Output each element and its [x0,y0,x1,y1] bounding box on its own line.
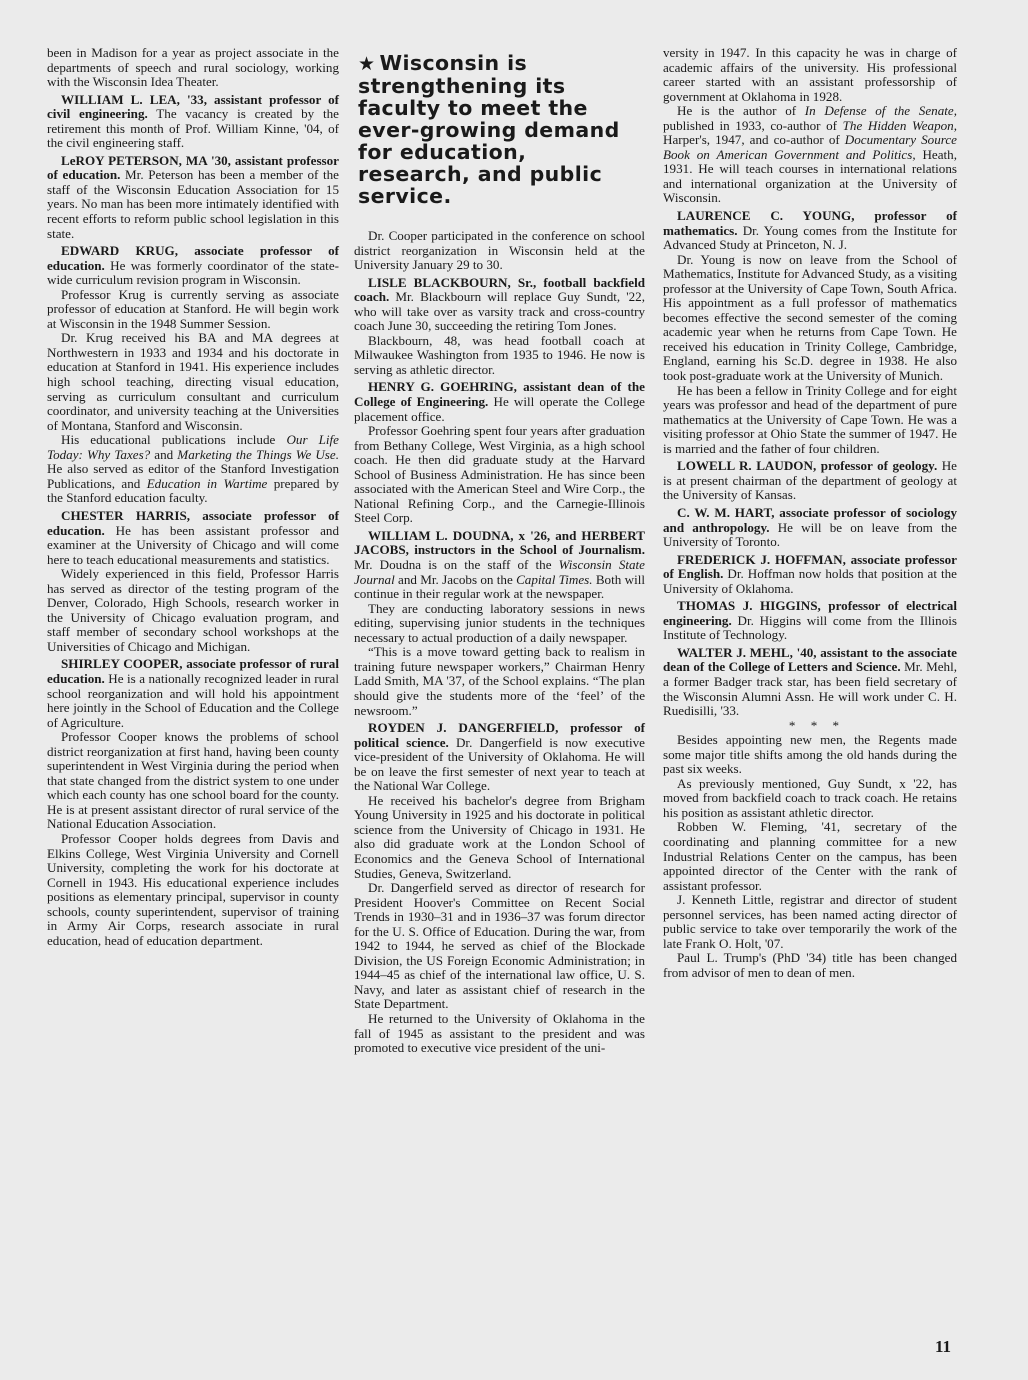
entry-text: Mr. Doudna is on the staff of the [354,557,559,573]
publication-title: Documentary Source Book on American Government and Politics, [663,132,957,162]
appointment-entry-harris [47,509,339,567]
text-run: He also served as editor of the Stanford Investigation Publications, and [47,461,339,491]
section-divider: * * * [788,717,846,733]
entry-heading: LAURENCE C. YOUNG, professor of mathematics. [663,208,957,238]
appointment-entry-higgins [663,599,957,643]
entry-heading: FREDERICK J. HOFFMAN, associate professor of English. [663,551,957,582]
newspaper-name: Wisconsin State Journal [354,557,645,587]
entry-heading: THOMAS J. HIGGINS, professor of electrical engineering. [663,598,957,628]
entry-heading: HENRY G. GOEHRING, assistant dean of the College of Engineering. [354,379,645,410]
entry-text: Mr. Blackbourn will replace Guy Sundt, '22, who will take over as varsity track and cross-country coach June 30, succeeding the retiring Tom Jones. [354,289,645,334]
appointment-entry-young [663,209,957,253]
entry-text: He is a nationally recognized leader in rural school reorganization and will hold his appointment here jointly in the School of Education and the College of Agriculture. [47,670,339,730]
paragraph: They are conducting laboratory sessions in news editing, supervising junior students in the techniques necessary to actual production of a daily newspaper. [354,600,645,645]
paragraph: been in Madison for a year as project associate in the departments of speech and rural sociology, working with the Wisconsin Idea Theater. [47,45,339,90]
appointment-entry-peterson [47,154,339,241]
entry-text: He will operate the College placement office. [354,394,645,424]
entry-heading: LeROY PETERSON, MA '30, assistant professor of education. [47,152,339,183]
paragraph: “This is a move toward getting back to realism in training future newspaper workers,” Chairman Henry Ladd Smith, MA '37, of the School explains. “The plan should give the students more of the ‘feel’ of the newsroom.” [354,644,645,718]
paragraph: Robben W. Fleming, '41, secretary of the coordinating and planning committee for a new Industrial Relations Center on the campus, has been appointed director of the Center with the rank of assistant professor. [663,819,957,893]
paragraph: As previously mentioned, Guy Sundt, x '22, has moved from backfield coach to track coach. He retains his position as assistant athletic director. [663,775,957,820]
appointment-entry-mehl [663,646,957,719]
paragraph: Dr. Dangerfield served as director of research for President Hoover's Committee on Recent Social Trends in 1930–31 and in 1936–37 was forum director for the U. S. Office of Education. During the war, from 1942 to 1944, he served as chief of the Blockade Division, the US Foreign Economic Administration; in 1944–45 as chief of the international law office, U. S. Navy, and later as assistant chief of research in the State Department. [354,880,645,1012]
paragraph: He received his bachelor's degree from Brigham Young University in 1925 and his doctorate in political science from the University of Chicago in 1931. He also did graduate work at the London School of Economics and the Geneva School of International Studies, Geneva, Switzerland. [354,792,645,881]
newspaper-name: Capital Times. [516,571,593,587]
appointment-entry-hart [663,506,957,550]
paragraph: Paul L. Trump's (PhD '34) title has been changed from advisor of men to dean of men. [663,950,957,980]
entry-text: Dr. Hoffman now holds that position at the University of Oklahoma. [663,566,957,596]
paragraph: Professor Cooper holds degrees from Davis and Elkins College, West Virginia University and Cornell University, completing the work for his doctorate at Cornell in 1943. His educational experience includes positions as elementary principal, supervisor in county schools, county superintendent, supervisor of training in Army Air Corps, research associate in rural education, head of education department. [47,830,339,948]
publication-title: Our Life Today: Why Taxes? [47,432,339,462]
paragraph [663,104,957,206]
entry-text: He is at present chairman of the department of geology at the University of Kansas. [663,458,957,503]
appointment-entry-blackbourn [354,276,645,334]
entry-text: Mr. Peterson has been a member of the staff of the Wisconsin Education Association for 15 years. No man has been more intimately identified with recent efforts to reform public school legislation in this state. [47,167,339,241]
entry-heading: EDWARD KRUG, associate professor of education. [47,243,339,273]
paragraph: Widely experienced in this field, Professor Harris has served as director of the testing program of the Denver, Colorado, High Schools, research worker in the University of Chicago evaluation program, and staff member of secondary school workshops at the Universities of Chicago and Michigan. [47,566,339,654]
entry-heading: WILLIAM L. DOUDNA, x '26, and HERBERT JACOBS, instructors in the School of Journalism. [354,527,645,558]
entry-text: He was formerly coordinator of the state-wide curriculum revision program in Wisconsin. [47,257,339,288]
entry-text: He will be on leave from the University of Toronto. [663,519,957,550]
appointment-entry-doudna-jacobs [354,529,645,602]
text-run: He is the author of [677,103,805,119]
appointment-entry-cooper [47,657,339,730]
left-column [47,46,339,948]
entry-text: Dr. Young comes from the Institute for Advanced Study at Princeton, N. J. [663,222,957,253]
entry-text: The vacancy is created by the retirement this month of Prof. William Kinne, '04, of the civil engineering staff. [47,106,339,151]
paragraph: He returned to the University of Oklahoma in the fall of 1945 as assistant to the president and was promoted to executive vice president of the uni- [354,1010,645,1056]
entry-text: Both will continue in their regular work at the newspaper. [354,571,645,602]
text-run: published in 1933, co-author of [663,117,843,133]
text-run: Harper's, 1947, and co-author of [663,132,845,148]
paragraph: Besides appointing new men, the Regents made some major title shifts among the old hands during the past six weeks. [663,732,957,777]
appointment-entry-dangerfield [354,721,645,794]
entry-heading: SHIRLEY COOPER, associate professor of rural education. [47,656,339,686]
entry-text: He has been assistant professor and examiner at the University of Chicago and will come here to teach educational measurements and statistics. [47,522,339,567]
appointment-entry-lea [47,93,339,151]
text-run: prepared by the Stanford education faculty. [47,475,339,506]
entry-text: Dr. Higgins will come from the Illinois Institute of Technology. [663,612,957,643]
text-run: His educational publications include [61,432,287,448]
entry-heading: WALTER J. MEHL, '40, assistant to the associate dean of the College of Letters and Science. [663,644,957,675]
publication-title: Education in Wartime [146,475,268,491]
appointment-entry-krug [47,244,339,288]
paragraph: Dr. Cooper participated in the conference on school district reorganization in Wisconsin held at the University January 29 to 30. [354,228,645,273]
appointment-entry-goehring [354,380,645,424]
paragraph [47,433,339,506]
entry-text: Mr. Mehl, a former Badger track star, has been field secretary of the Wisconsin Alumni Assn. He will work under C. H. Ruedisilli, '33. [663,659,957,719]
paragraph: Professor Cooper knows the problems of school district reorganization at first hand, having been county superintendent in West Virginia during the period when that state changed from the district system to one under which each county has one school board for the county. He is at present assistant director of rural service of the National Education Association. [47,729,339,832]
entry-heading: CHESTER HARRIS, associate professor of education. [47,507,339,538]
paragraph: Dr. Krug received his BA and MA degrees at Northwestern in 1933 and 1934 and his doctorate in education at Stanford in 1941. His experience includes high school teaching, directing visual education, serving as curriculum consultant and curriculum coordinator, and university teaching at the Universities of Montana, Stanford and Wisconsin. [47,330,339,433]
appointment-entry-hoffman [663,553,957,597]
text-run: and [150,446,178,462]
appointment-entry-laudon [663,459,957,503]
paragraph: Professor Krug is currently serving as associate professor of education at Stanford. He will begin work at Wisconsin in the 1948 Summer Session. [47,286,339,331]
paragraph: J. Kenneth Little, registrar and director of student personnel services, has been named acting director of public service to take over temporarily the work of the late Frank O. Holt, '07. [663,892,957,951]
pull-quote-text: Wisconsin is strengthening its faculty to meet the ever-growing demand for education, research, and public service. [358,51,620,208]
middle-column [354,46,645,1056]
publication-title: Marketing the Things We Use. [177,446,339,462]
entry-heading: LISLE BLACKBOURN, Sr., football backfield coach. [354,274,645,305]
paragraph: Professor Goehring spent four years after graduation from Bethany College, West Virginia, as a high school coach. He then did graduate study at the Harvard School of Business Administration. He has since been associated with the American Steel and Wire Corp., the National Refining Corp., and the Carnegie-Illinois Steel Corp. [354,423,645,526]
entry-heading: WILLIAM L. LEA, '33, assistant professor of civil engineering. [47,91,339,122]
entry-heading: C. W. M. HART, associate professor of sociology and anthropology. [663,504,957,535]
entry-heading: LOWELL R. LAUDON, professor of geology. [677,458,938,474]
paragraph: Blackbourn, 48, was head football coach at Milwaukee Washington from 1935 to 1946. He now is serving as athletic director. [354,332,645,377]
paragraph: Dr. Young is now on leave from the School of Mathematics, Institute for Advanced Study, as a visiting professor at the University of Cape Town, South Africa. His appointment as a full professor of mathematics becomes effective the second semester of the coming academic year when he returns from Cape Town. He received his education in Trinity College, Cambridge, England, earning his Sc.D. degree in 1938. He also took post-graduate work at the University of Munich. [663,251,957,384]
entry-heading: ROYDEN J. DANGERFIELD, professor of political science. [354,720,645,750]
paragraph: He has been a fellow in Trinity College and for eight years was professor and head of the department of pure mathematics at the University of Cape Town. He was a visiting professor at Ohio State the summer of 1947. He is married and the father of four children. [663,382,957,456]
right-column [663,46,957,980]
star-icon: ★ [358,53,376,75]
paragraph: versity in 1947. In this capacity he was in charge of academic affairs of the university. His professional career started with an assistant professorship of government at Oklahoma in 1928. [663,45,957,104]
entry-text: Dr. Dangerfield is now executive vice-president of the University of Oklahoma. He will be on leave the first semester of next year to teach at the National War College. [354,734,645,794]
publication-title: The Hidden Weapon, [842,117,957,133]
pull-quote [358,52,645,207]
text-run: Heath, 1931. He will teach courses in international relations and international organization at the University of Wisconsin. [663,146,958,206]
publication-title: In Defense of the Senate, [804,103,957,119]
entry-text: and Mr. Jacobs on the [394,571,517,587]
page-number: 11 [935,1337,952,1356]
